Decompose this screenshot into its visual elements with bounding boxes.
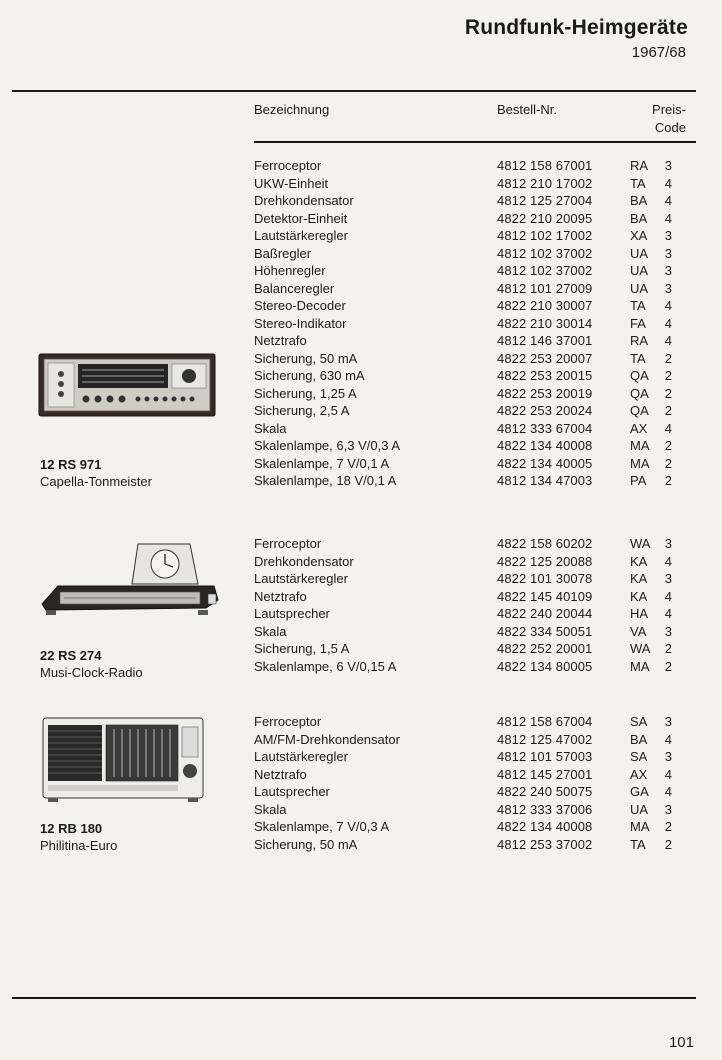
order-number: 4822 145 40109 <box>497 588 593 604</box>
part-name: Skala <box>254 623 287 639</box>
model-label-12-rb-180 <box>40 820 117 854</box>
parts-table-22-rs-274 <box>254 535 696 675</box>
order-number: 4822 134 40008 <box>497 438 593 453</box>
price-code-digit: 2 <box>664 836 672 852</box>
order-number: 4822 210 30014 <box>497 315 593 331</box>
model-name: Capella-Tonmeister <box>40 474 152 489</box>
part-name: Balanceregler <box>254 280 335 296</box>
order-number: 4812 158 67004 <box>497 714 593 729</box>
price-code-letters: MA <box>630 438 650 453</box>
price-code-digit: 4 <box>664 420 672 436</box>
price-code-letters: WA <box>630 641 651 656</box>
price-code-letters: KA <box>630 588 648 604</box>
order-number: 4812 333 37006 <box>497 801 593 817</box>
order-number: 4822 253 20015 <box>497 368 593 383</box>
price-code <box>627 658 672 676</box>
table-row <box>254 640 696 658</box>
order-number: 4822 253 20007 <box>497 350 593 366</box>
part-name: Skalenlampe, 7 V/0,3 A <box>254 819 390 834</box>
price-code-letters: BA <box>630 193 648 208</box>
column-header-name: Bezeichnung <box>254 102 330 117</box>
price-code-digit: 4 <box>664 606 672 621</box>
price-code <box>627 297 672 315</box>
price-code-digit: 4 <box>664 175 672 191</box>
radio-receiver-wide-icon <box>38 352 216 420</box>
price-code-digit: 4 <box>664 315 672 331</box>
table-row <box>254 315 696 333</box>
price-code <box>627 801 672 819</box>
price-code-digit: 4 <box>664 193 672 208</box>
price-code <box>627 836 672 854</box>
part-name: Lautstärkeregler <box>254 228 348 243</box>
price-code-digit: 4 <box>664 766 672 782</box>
price-code-letters: SA <box>630 749 648 764</box>
table-row <box>254 245 696 263</box>
price-code-digit: 3 <box>664 571 672 586</box>
order-number: 4812 101 57003 <box>497 749 593 764</box>
price-code <box>627 535 672 553</box>
price-code <box>627 192 672 210</box>
price-code-digit: 3 <box>664 280 672 296</box>
price-code-letters: GA <box>630 784 649 799</box>
part-name: Stereo-Indikator <box>254 315 347 331</box>
price-code <box>627 175 672 193</box>
order-number: 4812 102 37002 <box>497 263 593 278</box>
order-number: 4822 210 20095 <box>497 210 593 226</box>
price-code <box>627 748 672 766</box>
order-number: 4812 102 17002 <box>497 228 593 243</box>
price-code <box>627 605 672 623</box>
table-row <box>254 280 696 298</box>
price-code <box>627 588 672 606</box>
part-name: Skalenlampe, 6,3 V/0,3 A <box>254 438 400 453</box>
table-row <box>254 553 696 571</box>
table-row <box>254 402 696 420</box>
price-code-digit: 4 <box>664 784 672 799</box>
price-code-letters: TA <box>630 298 646 313</box>
part-name: Netztrafo <box>254 766 307 782</box>
table-row <box>254 262 696 280</box>
price-code <box>627 227 672 245</box>
table-row <box>254 297 696 315</box>
price-code-letters: AX <box>630 766 648 782</box>
order-number: 4822 240 50075 <box>497 784 593 799</box>
price-code-digit: 2 <box>664 641 672 656</box>
part-name: Detektor-Einheit <box>254 210 348 226</box>
bottom-divider <box>12 997 696 999</box>
price-code-digit: 4 <box>664 210 672 226</box>
table-row <box>254 332 696 350</box>
part-name: Drehkondensator <box>254 553 354 569</box>
price-code-letters: MA <box>630 658 650 674</box>
part-name: Sicherung, 630 mA <box>254 368 365 383</box>
price-code-letters: MA <box>630 455 650 471</box>
parts-table-12-rb-180 <box>254 713 696 853</box>
column-header-price-code <box>652 101 686 137</box>
order-number: 4822 210 30007 <box>497 298 593 313</box>
price-code-letters: TA <box>630 175 646 191</box>
table-row <box>254 713 696 731</box>
price-code-letters: MA <box>630 819 650 834</box>
order-number: 4822 253 20024 <box>497 403 593 418</box>
part-name: Netztrafo <box>254 588 307 604</box>
part-name: Ferroceptor <box>254 714 322 729</box>
order-number: 4812 158 67001 <box>497 158 593 173</box>
part-name: Sicherung, 50 mA <box>254 350 358 366</box>
table-row <box>254 570 696 588</box>
part-name: Baßregler <box>254 245 312 261</box>
part-name: Skalenlampe, 7 V/0,1 A <box>254 455 390 471</box>
order-number: 4822 334 50051 <box>497 623 593 639</box>
order-number: 4822 101 30078 <box>497 571 593 586</box>
model-code: 22 RS 274 <box>40 648 102 663</box>
price-code-digit: 2 <box>664 473 672 488</box>
price-code-digit: 3 <box>664 623 672 639</box>
price-code-digit: 2 <box>664 403 672 418</box>
part-name: Sicherung, 1,5 A <box>254 641 350 656</box>
page-number: 101 <box>668 1034 694 1051</box>
price-code-letters: HA <box>630 606 649 621</box>
table-row <box>254 766 696 784</box>
clock-radio-icon <box>38 540 222 618</box>
model-code: 12 RS 971 <box>40 457 102 472</box>
model-label-22-rs-274 <box>40 647 143 681</box>
order-number: 4812 134 47003 <box>497 473 593 488</box>
price-code-letters: KA <box>630 553 648 569</box>
price-code-digit: 3 <box>664 263 672 278</box>
part-name: Ferroceptor <box>254 158 322 173</box>
part-name: Sicherung, 50 mA <box>254 836 358 852</box>
price-code <box>627 280 672 298</box>
table-row <box>254 385 696 403</box>
price-code <box>627 402 672 420</box>
price-code <box>627 553 672 571</box>
price-code-digit: 2 <box>664 819 672 834</box>
order-number: 4822 240 20044 <box>497 606 593 621</box>
price-code-letters: RA <box>630 158 649 173</box>
table-row <box>254 836 696 854</box>
table-row <box>254 192 696 210</box>
part-name: Ferroceptor <box>254 536 322 551</box>
order-number: 4822 134 40008 <box>497 819 593 834</box>
page-title: Rundfunk-Heimgeräte <box>464 16 688 39</box>
top-divider <box>12 90 696 92</box>
price-code <box>627 245 672 263</box>
table-row <box>254 420 696 438</box>
part-name: Sicherung, 1,25 A <box>254 385 357 401</box>
part-name: Netztrafo <box>254 333 307 348</box>
table-row <box>254 437 696 455</box>
table-row <box>254 605 696 623</box>
price-code-digit: 4 <box>664 298 672 313</box>
part-name: Lautsprecher <box>254 606 330 621</box>
price-code <box>627 713 672 731</box>
price-code-digit: 2 <box>664 385 672 401</box>
portable-radio-icon <box>42 717 204 803</box>
order-number: 4812 102 37002 <box>497 245 593 261</box>
order-number: 4822 134 80005 <box>497 658 593 674</box>
order-number: 4812 101 27009 <box>497 280 593 296</box>
price-code-digit: 2 <box>664 438 672 453</box>
table-row <box>254 748 696 766</box>
order-number: 4822 134 40005 <box>497 455 593 471</box>
price-code <box>627 766 672 784</box>
table-row <box>254 367 696 385</box>
table-row <box>254 801 696 819</box>
price-code-digit: 4 <box>664 333 672 348</box>
part-name: Drehkondensator <box>254 193 354 208</box>
price-code-digit: 3 <box>664 158 672 173</box>
price-code-letters: TA <box>630 836 646 852</box>
price-code-letters: UA <box>630 245 649 261</box>
part-name: AM/FM-Drehkondensator <box>254 731 400 747</box>
table-row <box>254 658 696 676</box>
table-row <box>254 783 696 801</box>
part-name: Lautstärkeregler <box>254 749 348 764</box>
table-row <box>254 350 696 368</box>
header-divider <box>254 141 696 143</box>
table-row <box>254 455 696 473</box>
price-code-letters: XA <box>630 228 648 243</box>
model-label-12-rs-971 <box>40 456 152 490</box>
price-code-letters: QA <box>630 403 649 418</box>
model-name: Musi-Clock-Radio <box>40 665 143 680</box>
price-code-letters: RA <box>630 333 649 348</box>
price-code <box>627 385 672 403</box>
table-row <box>254 210 696 228</box>
price-code-letters: UA <box>630 280 649 296</box>
part-name: Skala <box>254 801 287 817</box>
price-code-digit: 3 <box>664 536 672 551</box>
order-number: 4822 125 20088 <box>497 553 593 569</box>
part-name: Lautstärkeregler <box>254 571 348 586</box>
price-code-letters: BA <box>630 731 648 747</box>
table-row <box>254 623 696 641</box>
price-code-letters: WA <box>630 536 651 551</box>
order-number: 4822 252 20001 <box>497 641 593 656</box>
price-code <box>627 210 672 228</box>
price-header-line1: Preis- <box>652 102 686 117</box>
price-code <box>627 731 672 749</box>
order-number: 4812 146 37001 <box>497 333 593 348</box>
order-number: 4812 333 67004 <box>497 420 593 436</box>
price-code <box>627 783 672 801</box>
order-number: 4812 253 37002 <box>497 836 593 852</box>
table-row <box>254 731 696 749</box>
price-code <box>627 640 672 658</box>
table-row <box>254 472 696 490</box>
part-name: UKW-Einheit <box>254 175 329 191</box>
price-code-digit: 3 <box>664 228 672 243</box>
part-name: Lautsprecher <box>254 784 330 799</box>
price-code <box>627 350 672 368</box>
price-code-letters: BA <box>630 210 648 226</box>
price-code-digit: 3 <box>664 714 672 729</box>
price-code-letters: TA <box>630 350 646 366</box>
part-name: Sicherung, 2,5 A <box>254 403 350 418</box>
price-code-letters: AX <box>630 420 648 436</box>
order-number: 4812 210 17002 <box>497 175 593 191</box>
price-code-digit: 3 <box>664 245 672 261</box>
table-row <box>254 535 696 553</box>
price-code-letters: VA <box>630 623 647 639</box>
table-row <box>254 818 696 836</box>
price-code-digit: 4 <box>664 588 672 604</box>
price-code <box>627 157 672 175</box>
part-name: Skala <box>254 420 287 436</box>
price-code-digit: 4 <box>664 553 672 569</box>
price-code-letters: UA <box>630 263 649 278</box>
table-row <box>254 157 696 175</box>
price-code-digit: 3 <box>664 749 672 764</box>
order-number: 4812 145 27001 <box>497 766 593 782</box>
price-code-digit: 2 <box>664 455 672 471</box>
order-number: 4812 125 27004 <box>497 193 593 208</box>
price-code-letters: UA <box>630 801 649 817</box>
table-row <box>254 227 696 245</box>
parts-table-12-rs-971 <box>254 157 696 490</box>
price-code <box>627 472 672 490</box>
price-code <box>627 623 672 641</box>
price-code <box>627 367 672 385</box>
catalog-year: 1967/68 <box>631 44 686 61</box>
model-code: 12 RB 180 <box>40 821 103 836</box>
price-code-digit: 2 <box>664 658 672 674</box>
order-number: 4822 253 20019 <box>497 385 593 401</box>
table-row <box>254 588 696 606</box>
price-header-line2: Code <box>654 120 686 135</box>
price-code <box>627 262 672 280</box>
table-row <box>254 175 696 193</box>
price-code-letters: SA <box>630 714 648 729</box>
part-name: Skalenlampe, 18 V/0,1 A <box>254 473 397 488</box>
price-code-letters: KA <box>630 571 648 586</box>
order-number: 4812 125 47002 <box>497 731 593 747</box>
column-header-order-number: Bestell-Nr. <box>497 102 557 117</box>
price-code <box>627 332 672 350</box>
part-name: Höhenregler <box>254 263 326 278</box>
price-code <box>627 455 672 473</box>
price-code-digit: 2 <box>664 368 672 383</box>
price-code-letters: PA <box>630 473 647 488</box>
price-code-digit: 3 <box>664 801 672 817</box>
model-name: Philitina-Euro <box>40 838 118 853</box>
price-code <box>627 570 672 588</box>
price-code <box>627 420 672 438</box>
order-number: 4822 158 60202 <box>497 536 593 551</box>
price-code-digit: 2 <box>664 350 672 366</box>
price-code <box>627 437 672 455</box>
price-code <box>627 818 672 836</box>
part-name: Skalenlampe, 6 V/0,15 A <box>254 658 397 674</box>
part-name: Stereo-Decoder <box>254 298 346 313</box>
price-code <box>627 315 672 333</box>
price-code-digit: 4 <box>664 731 672 747</box>
price-code-letters: FA <box>630 315 646 331</box>
price-code-letters: QA <box>630 368 649 383</box>
price-code-letters: QA <box>630 385 649 401</box>
